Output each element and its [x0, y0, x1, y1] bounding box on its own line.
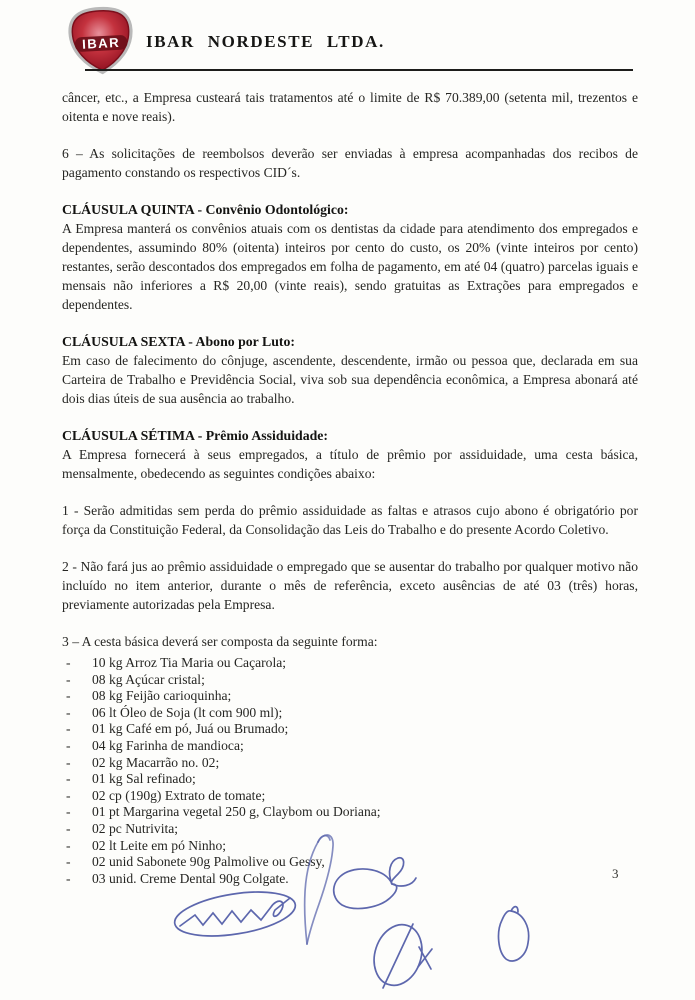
ibar-logo-icon: [62, 4, 140, 78]
clause-7-heading: CLÁUSULA SÉTIMA - Prêmio Assiduidade:: [62, 428, 329, 443]
basket-item-text: 08 kg Feijão carioquinha;: [92, 688, 232, 704]
list-dash: -: [66, 737, 71, 753]
basket-item-text: 02 unid Sabonete 90g Palmolive ou Gessy,: [92, 854, 325, 870]
list-dash: -: [66, 771, 71, 787]
basket-item-text: 10 kg Arroz Tia Maria ou Caçarola;: [92, 655, 287, 670]
page-number: 3: [612, 866, 619, 881]
letterhead: [62, 6, 635, 72]
basket-item: [62, 771, 638, 788]
clause-7-condition-3: 3 – A cesta básica deverá ser composta da seguinte forma:: [62, 634, 378, 649]
clause-6-body: Em caso de falecimento do cônjuge, ascendente, descendente, irmão ou pessoa que, declarada em sua Carteira de Trabalho e Previdência Social, viva sob sua dependência econômica, a Empresa abonará até dois dias úteis de sua ausência ao trabalho.: [62, 353, 638, 406]
basket-item-text: 01 kg Café em pó, Juá ou Brumado;: [92, 721, 289, 737]
list-dash: -: [66, 688, 71, 704]
basket-item: [62, 705, 638, 722]
clause-5-body: A Empresa manterá os convênios atuais com os dentistas da cidade para atendimento dos empregados e dependentes, assumindo 80% (oitenta) inteiros por cento do custo, os 20% (vinte inteiros por cento) restantes, serão descontados dos empregados em folha de pagamento, em até 04 (quatro) parcelas iguais e mensais não inferiores a R$ 20,00 (vinte reais), sendo gratuitas as Extrações para empregados e dependentes.: [62, 221, 638, 312]
clause-7-condition-1: 1 - Serão admitidas sem perda do prêmio assiduidade as faltas e atrasos cujo abono é obrigatório por força da Constituição Federal, da Consolidação das Leis do Trabalho e do presente Acordo Coletivo.: [62, 503, 638, 537]
clause-6-heading: CLÁUSULA SEXTA - Abono por Luto:: [62, 334, 295, 349]
list-dash: -: [66, 804, 71, 820]
basket-item-text: 02 pc Nutrivita;: [92, 820, 179, 836]
clause-5-heading: CLÁUSULA QUINTA - Convênio Odontológico:: [62, 202, 349, 217]
basket-item: [62, 854, 638, 871]
basket-item: [62, 838, 638, 855]
basket-item-text: 04 kg Farinha de mandioca;: [92, 737, 244, 753]
clause-7-condition-2: 2 - Não fará jus ao prêmio assiduidade o empregado que se ausentar do trabalho por qualquer motivo não incluído no item anterior, durante o mês de referência, exceto ausências de até 03 (três) horas, previamente autorizadas pela Empresa.: [62, 559, 638, 612]
basket-item: [62, 804, 638, 821]
basket-item-text: 02 kg Macarrão no. 02;: [92, 754, 220, 770]
list-dash: -: [66, 870, 71, 886]
paragraph-item-6: 6 – As solicitações de reembolsos deverão ser enviadas à empresa acompanhadas dos recibos de pagamento constando os respectivos CID´s.: [62, 146, 638, 180]
company-name: IBAR NORDESTE LTDA.: [146, 32, 385, 51]
basket-item: [62, 755, 638, 772]
basket-item-text: 02 cp (190g) Extrato de tomate;: [92, 787, 266, 803]
signature-egg-icon: [499, 907, 529, 961]
logo-text: IBAR: [81, 34, 121, 52]
basket-item: [62, 821, 638, 838]
basket-item-text: 01 kg Sal refinado;: [92, 771, 196, 787]
basket-item-text: 06 lt Óleo de Soja (lt com 900 ml);: [92, 704, 283, 720]
header-divider: [85, 69, 633, 71]
basket-item-text: 03 unid. Creme Dental 90g Colgate.: [92, 870, 289, 886]
basket-item: [62, 688, 638, 705]
list-dash: -: [66, 754, 71, 770]
list-dash: -: [66, 820, 71, 836]
list-dash: -: [66, 671, 71, 687]
paragraph-cancer-limit: câncer, etc., a Empresa custeará tais tratamentos até o limite de R$ 70.389,00 (setenta mil, trezentos e oitenta e nove reais).: [62, 90, 638, 124]
basket-item: [62, 738, 638, 755]
clause-7-intro: A Empresa fornecerá à seus empregados, a título de prêmio por assiduidade, uma cesta básica, mensalmente, obedecendo as seguintes condições abaixo:: [62, 447, 638, 481]
basket-item-text: 08 kg Açúcar cristal;: [92, 671, 205, 687]
list-dash: -: [66, 721, 71, 737]
list-dash: -: [66, 704, 71, 720]
basket-item-text: 01 pt Margarina vegetal 250 g, Claybom ou Doriana;: [92, 804, 381, 820]
list-dash: -: [66, 655, 71, 670]
basket-item: [62, 788, 638, 805]
basket-item-text: 02 lt Leite em pó Ninho;: [92, 837, 227, 853]
signature-scrawl-icon: [172, 885, 299, 944]
basket-item: [62, 655, 638, 672]
document-body: [62, 88, 638, 887]
list-dash: -: [66, 837, 71, 853]
list-dash: -: [66, 787, 71, 803]
basket-list: [62, 655, 638, 887]
signature-crossed-ellipse-icon: [367, 918, 432, 991]
list-dash: -: [66, 854, 71, 870]
basket-item: [62, 721, 638, 738]
basket-item: [62, 672, 638, 689]
basket-item: [62, 871, 638, 888]
